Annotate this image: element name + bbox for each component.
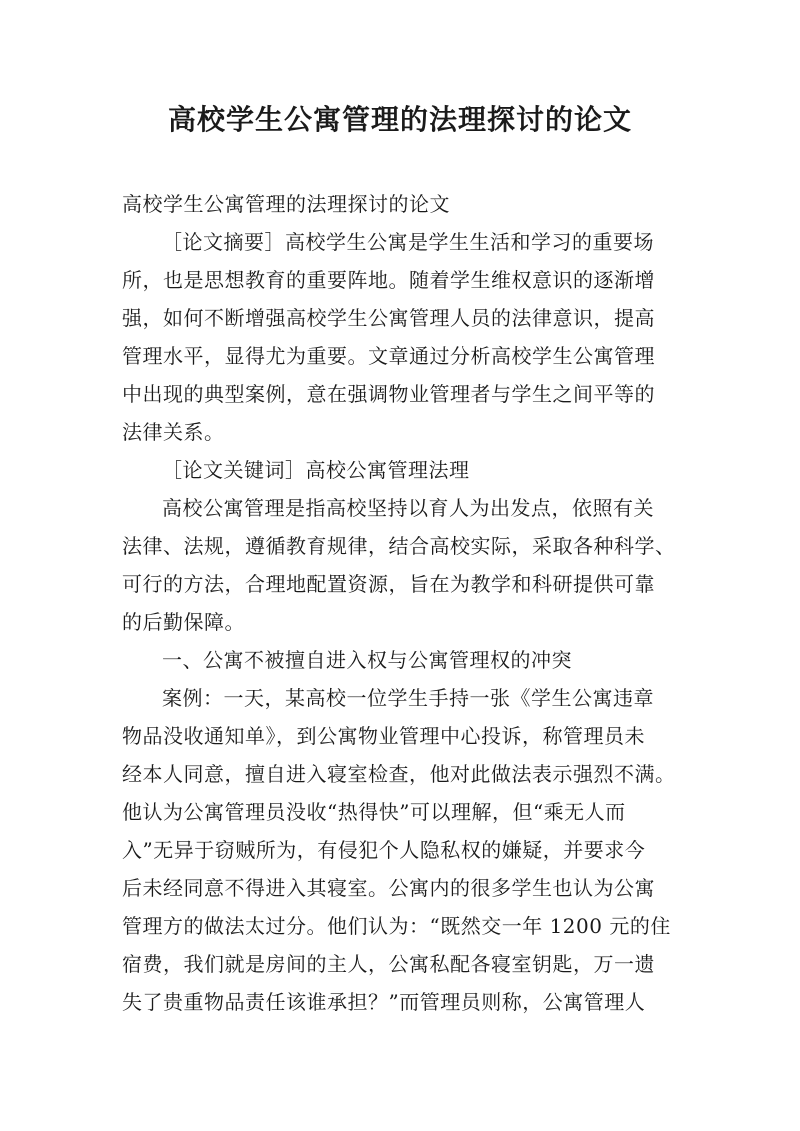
document-title: 高校学生公寓管理的法理探讨的论文 (167, 103, 632, 136)
body-line: 高校公寓管理是指高校坚持以育人为出发点，依照有关 (162, 496, 654, 520)
body-line: 可行的方法，合理地配置资源，旨在为教学和科研提供可靠 (122, 572, 655, 596)
body-line: 他认为公寓管理员没收“热得快”可以理解，但“乘无人而 (122, 800, 626, 824)
abstract-line: 所，也是思想教育的重要阵地。随着学生维权意识的逐渐增 (122, 268, 655, 292)
body-line: 案例：一天，某高校一位学生手持一张《学生公寓违章 (162, 686, 654, 710)
abstract-line: ［论文摘要］高校学生公寓是学生生活和学习的重要场 (162, 230, 654, 254)
section-heading: 一、公寓不被擅自进入权与公寓管理权的冲突 (162, 648, 572, 672)
body-line: 物品没收通知单》，到公寓物业管理中心投诉，称管理员未 (122, 724, 645, 748)
body-line: 后未经同意不得进入其寝室。公寓内的很多学生也认为公寓 (122, 876, 655, 900)
body-line: 的后勤保障。 (122, 610, 245, 634)
abstract-line: 管理水平，显得尤为重要。文章通过分析高校学生公寓管理 (122, 344, 655, 368)
abstract-line: 强，如何不断增强高校学生公寓管理人员的法律意识，提高 (122, 306, 655, 330)
body-line: 法律、法规，遵循教育规律，结合高校实际，采取各种科学、 (122, 534, 676, 558)
body-line: 管理方的做法太过分。他们认为：“既然交一年 1200 元的住 (122, 914, 671, 938)
keywords-line: ［论文关键词］高校公寓管理法理 (162, 458, 470, 482)
body-line: 经本人同意，擅自进入寝室检查，他对此做法表示强烈不满。 (122, 762, 676, 786)
abstract-line: 中出现的典型案例，意在强调物业管理者与学生之间平等的 (122, 382, 655, 406)
body-line: 失了贵重物品责任该谁承担？”而管理员则称，公寓管理人 (122, 990, 646, 1014)
subtitle-line: 高校学生公寓管理的法理探讨的论文 (122, 192, 450, 216)
body-line: 入”无异于窃贼所为，有侵犯个人隐私权的嫌疑，并要求今 (122, 838, 646, 862)
abstract-line: 法律关系。 (122, 420, 225, 444)
body-line: 宿费，我们就是房间的主人，公寓私配各寝室钥匙，万一遗 (122, 952, 655, 976)
